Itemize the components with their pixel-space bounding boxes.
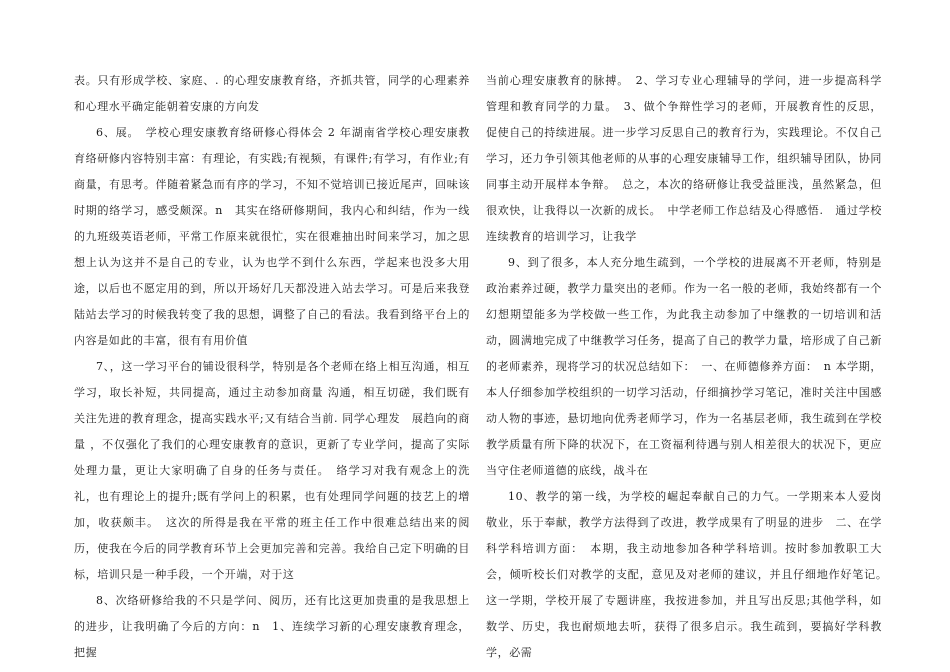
paragraph-left-4: 8、次络研修给我的不只是学问、阅历，还有比这更加贵重的是我思想上的进步，让我明确了今后的方向：n 1、连续学习新的心理安康教育理念，把握 <box>74 594 470 659</box>
paragraph-left-1: 表。只有形成学校、家庭、. 的心理安康教育络，齐抓共管，同学的心理素养和心理水平确定能朝着安康的方向发 <box>74 74 470 113</box>
paragraph-right-3: 10、教学的第一线，为学校的崛起奉献自己的力气。一学期来本人爱岗敬业，乐于奉献，教学方法得到了改进，教学成果有了明显的进步 二、在学科学科培训方面： 本期，我主动地参加各种学科培训。按时参加教职工大会，倾听校长们对教学的支配，意见及对老师的建议，并且仔细地作好笔记。 这一学期，学校开展了专题讲座，我按进参加，并且写出反思;其他学科，如数学、历史，我也耐烦地去听，获得了很多启示。我生疏到，要搞好学科教学，必需 <box>486 490 894 659</box>
left-text-column <box>74 68 470 666</box>
paragraph-left-2: 6、展。 学校心理安康教育络研修心得体会 2 年湖南省学校心理安康教育络研修内容特别丰富：有理论，有实践;有视频，有课件;有学习，有作业;有商量，有思考。伴随着紧急而有序的学习，不知不觉培训已接近尾声，回味该时期的络学习，感受颇深。n 其实在络研修期间，我内心和纠结，作为一线的九班级英语老师，平常工作原来就很忙，实在很难抽出时间来学习，加之思想上认为这并不是自己的专业，认为也学不到什么东西，学起来也没多大用途，以后也不愿定用的到，所以开场好几天都没进入站去学习。可是后来我登陆站去学习的时候我转变了我的思想，调整了自己的看法。我看到络平台上的内容是如此的丰富，很有有用价值 <box>74 126 470 347</box>
paragraph-left-3: 7、，这一学习平台的铺设很科学，特别是各个老师在络上相互沟通，相互学习，取长补短，共同提高，通过主动参加商量 沟通，相互切磋，我们既有关注先进的教育理念，提高实践水平;又有结合当前. 同学心理发 展趋向的商量 ，不仅强化了我们的心理安康教育的意识，更新了专业学问，提高了实际处理力量，更让大家明确了自身的任务与责任。 络学习对我有观念上的洗礼，也有理论上的提升;既有学问上的积累，也有处理同学问题的技艺上的增加，收获颇丰。 这次的所得是我在平常的班主任工作中很难总结出来的阅历，使我在今后的同学教育环节上会更加完善和完善。我给自己定下明确的目标，培训只是一种手段，一个开端，对于这 <box>74 360 470 581</box>
right-text-column <box>486 68 894 666</box>
paragraph-right-2: 9、到了很多，本人充分地生疏到，一个学校的进展离不开老师，特别是政治素养过硬，教学力量突出的老师。作为一名一般的老师，我始终都有一个幻想期望能多为学校做一些工作，为此我主动参加了中继教的一切培训和活动，圆满地完成了中继教学习任务，提高了自己的教学力量，培形成了自己新的老师素养，现将学习的状况总结如下： 一、在师德修养方面： n 本学期，本人仔细参加学校组织的一切学习活动，仔细摘抄学习笔记，准时关注中国感动人物的事迹，悬切地向优秀老师学习，作为一名基层老师，我生疏到在学校教学质量有所下降的状况下，在工资福利待遇与别人相差很大的状况下，更应当守住老师道德的底线，战斗在 <box>486 256 882 477</box>
paragraph-right-1: 当前心理安康教育的脉搏。 2、学习专业心理辅导的学问，进一步提高科学管理和教育同学的力量。 3、做个争辩性学习的老师，开展教育性的反思，促使自己的持续进展。进一步学习反思自己的教育行为，实践理论。不仅自己学习，还力争引领其他老师的从事的心理安康辅导工作，组织辅导团队，协同同事主动开展样本争辩。 总之，本次的络研修让我受益匪浅，虽然紧急，但很欢快，让我得以一次新的成长。 中学老师工作总结及心得感悟. 通过学校连续教育的培训学习，让我学 <box>486 74 882 243</box>
